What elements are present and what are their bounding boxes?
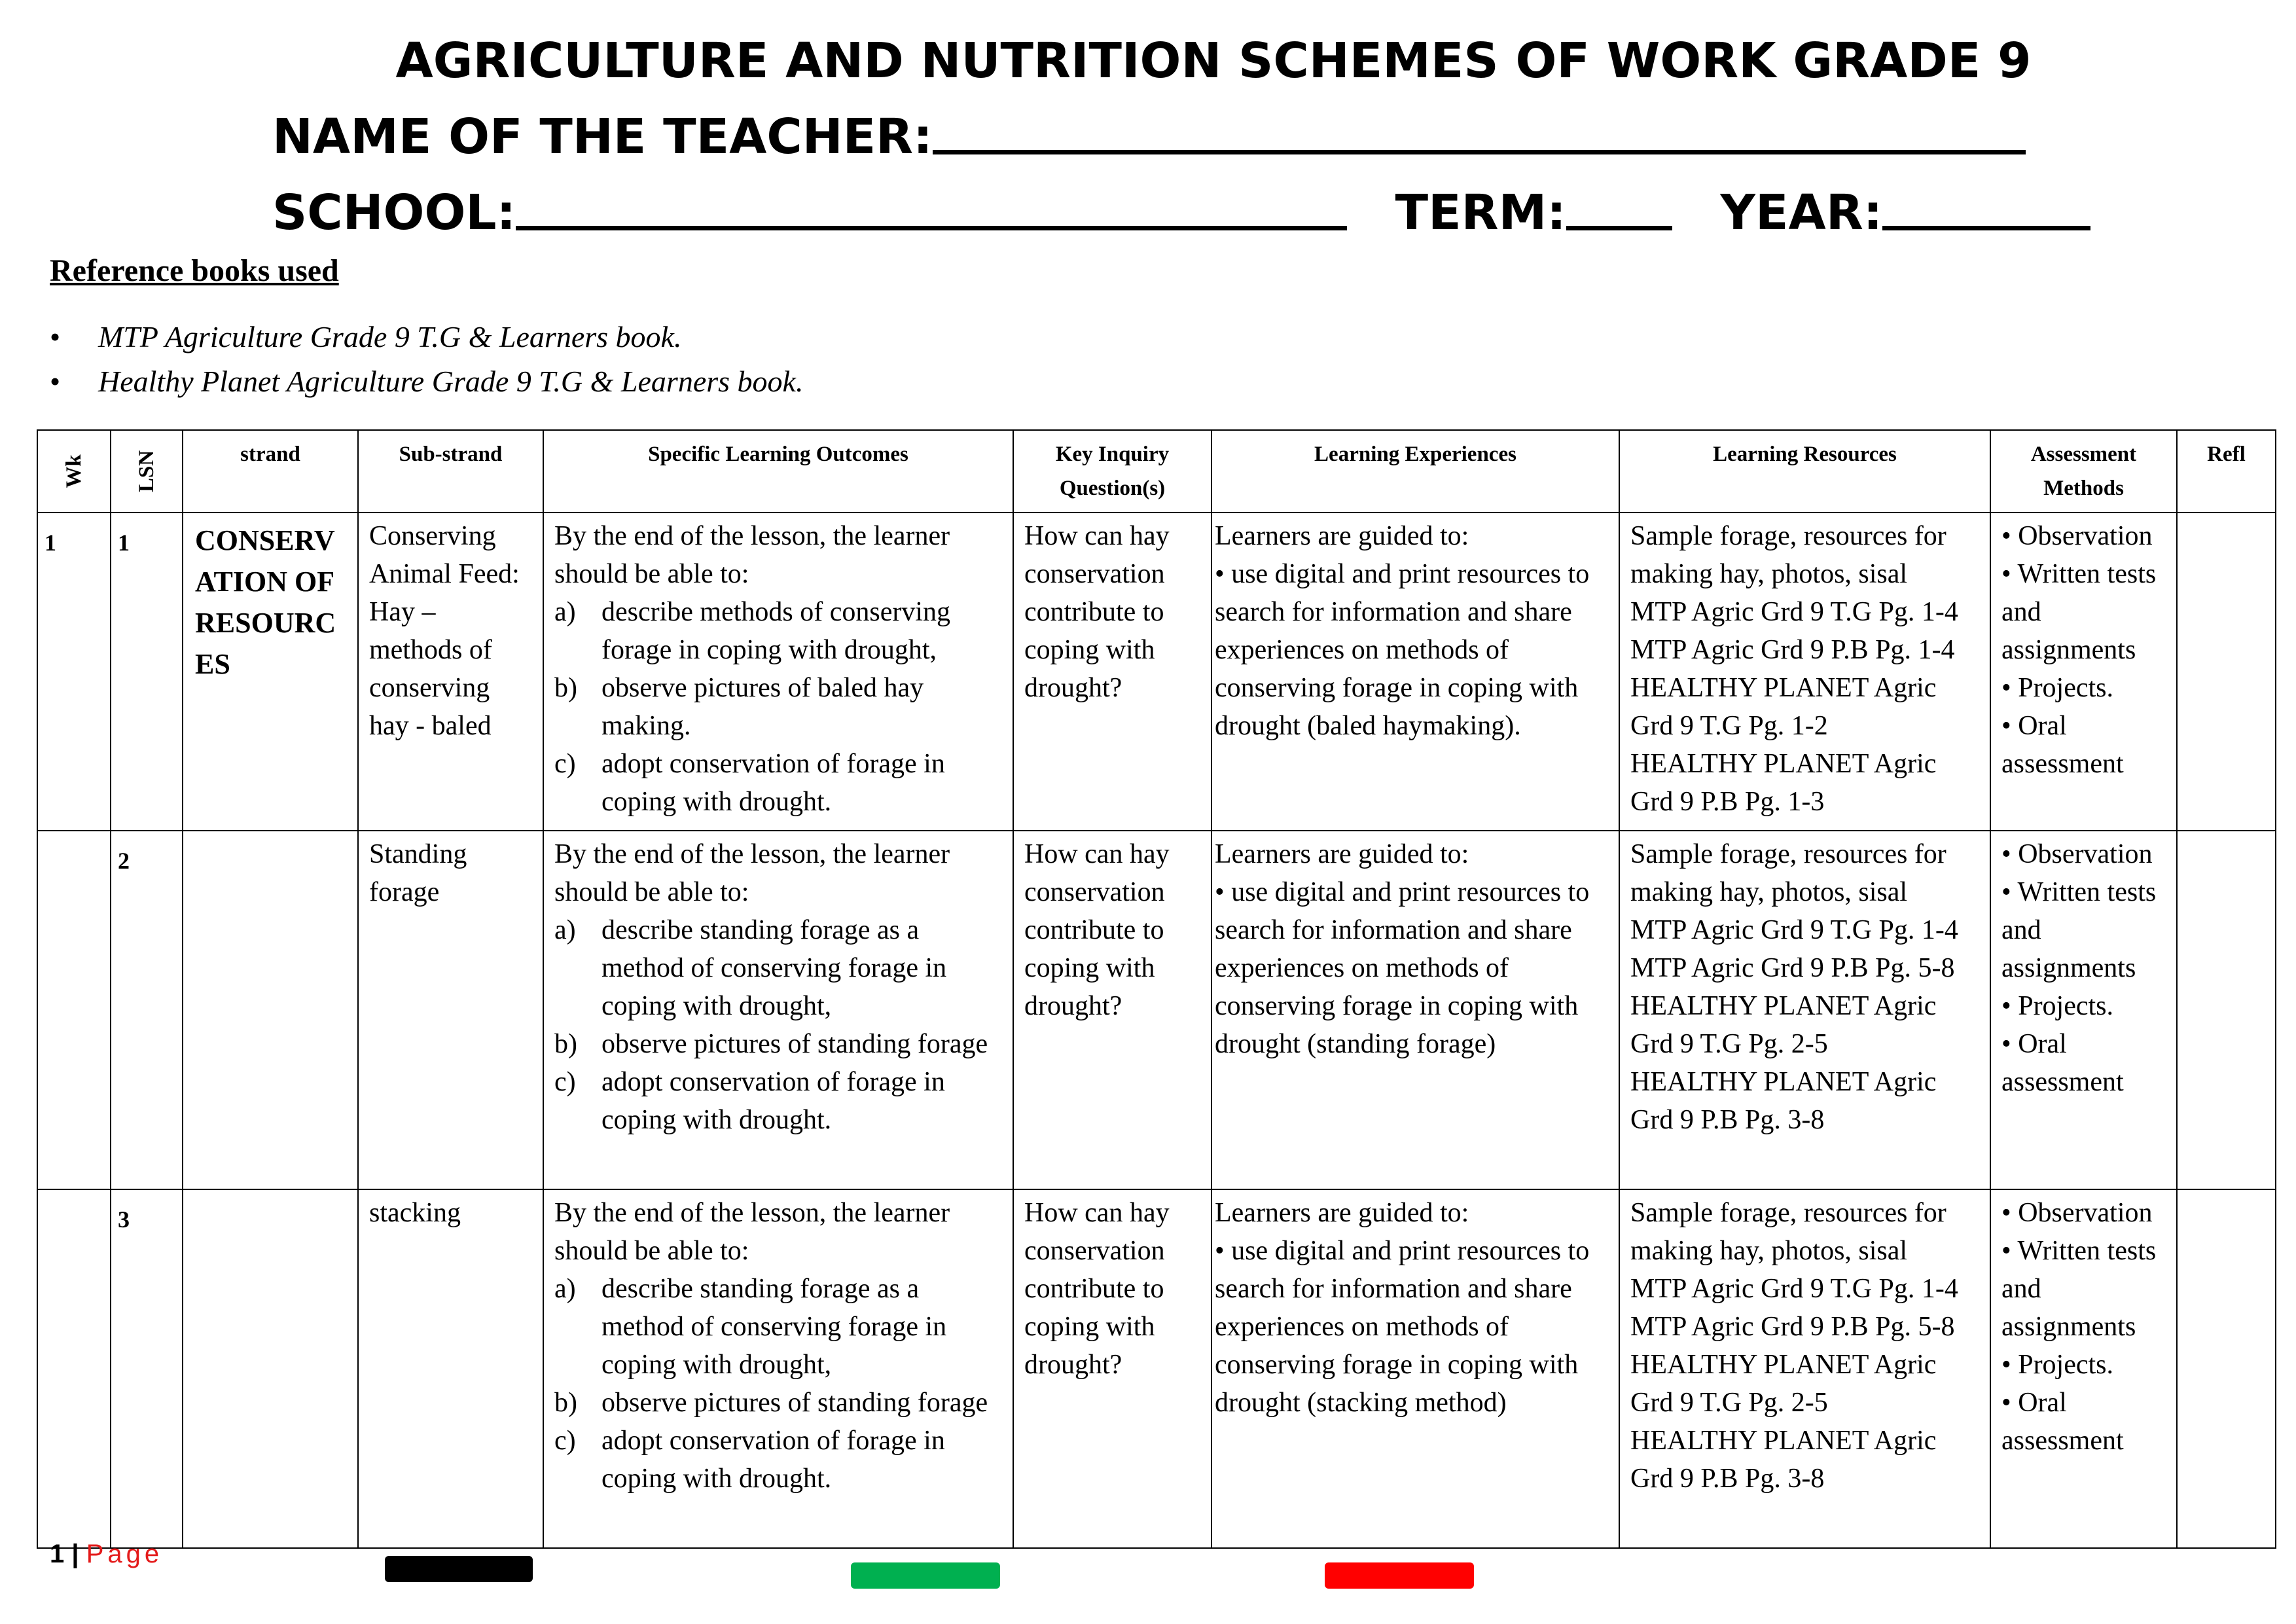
table-row [37, 831, 2276, 1189]
school-term-year-line [272, 185, 2296, 241]
col-header-wk: Wk [37, 430, 111, 513]
cell-strand [183, 1189, 358, 1548]
scheme-table [37, 429, 2276, 1549]
outcome-item: c) adopt conservation of forage in coping with drought. [554, 1426, 945, 1494]
reference-item: • Healthy Planet Agriculture Grade 9 T.G & Learners book. [50, 365, 804, 398]
cell-experiences: Learners are guided to: • use digital and print resources to search for information and share experiences on methods of conserving forage in coping with drought (baled haymaking). [1211, 513, 1619, 831]
page-separator: | [71, 1540, 79, 1568]
term-label: TERM: [1395, 185, 1566, 241]
outcome-item: c) adopt conservation of forage in coping with drought. [554, 1067, 945, 1135]
cell-assessment: • Observation • Written tests and assignments • Projects. • Oral assessment [1990, 1189, 2177, 1548]
cell-lsn: 2 [111, 831, 183, 1189]
school-label: SCHOOL: [272, 185, 516, 241]
cell-outcomes: By the end of the lesson, the learner should be able to: a) describe standing forage as a method of conserving forage in coping with drought, b) observe pictures of standing forage c) adopt conservation of forage in coping with drought. [543, 831, 1013, 1189]
cell-strand [183, 831, 358, 1189]
year-label: YEAR: [1720, 185, 1883, 241]
red-bar [1325, 1562, 1474, 1589]
cell-resources: Sample forage, resources for making hay, photos, sisal MTP Agric Grd 9 T.G Pg. 1-4 MTP Agric Grd 9 P.B Pg. 5-8 HEALTHY PLANET Agric Grd 9 T.G Pg. 2-5 HEALTHY PLANET Agric Grd 9 P.B Pg. 3-8 [1619, 831, 1990, 1189]
col-header-assessment: Assessment Methods [1990, 430, 2177, 513]
outcome-item: b) observe pictures of baled hay making. [554, 673, 924, 741]
cell-wk: 1 [37, 513, 111, 831]
cell-refl [2177, 831, 2276, 1189]
cell-wk [37, 831, 111, 1189]
cell-lsn: 1 [111, 513, 183, 831]
cell-wk [37, 1189, 111, 1548]
cell-assessment: • Observation • Written tests and assignments • Projects. • Oral assessment [1990, 513, 2177, 831]
cell-outcomes: By the end of the lesson, the learner should be able to: a) describe methods of conserving forage in coping with drought, b) observe pictures of baled hay making. c) adopt conservation of forage in coping with drought. [543, 513, 1013, 831]
col-header-experiences: Learning Experiences [1211, 430, 1619, 513]
teacher-name-blank[interactable] [933, 150, 2026, 154]
black-bar [385, 1556, 533, 1582]
col-header-inquiry: Key Inquiry Question(s) [1013, 430, 1211, 513]
outcome-item: b) observe pictures of standing forage [554, 1029, 988, 1059]
cell-inquiry: How can hay conservation contribute to coping with drought? [1013, 831, 1211, 1189]
col-header-outcomes: Specific Learning Outcomes [543, 430, 1013, 513]
outcome-item: a) describe methods of conserving forage in coping with drought, [554, 597, 951, 665]
bullet-icon: • [50, 320, 61, 353]
cell-experiences: Learners are guided to: • use digital and print resources to search for information and share experiences on methods of conserving forage in coping with drought (stacking method) [1211, 1189, 1619, 1548]
teacher-name-line [272, 109, 2296, 165]
year-blank[interactable] [1882, 226, 2090, 230]
cell-substrand: Standing forage [358, 831, 543, 1189]
col-header-substrand: Sub-strand [358, 430, 543, 513]
col-header-resources: Learning Resources [1619, 430, 1990, 513]
cell-substrand: Conserving Animal Feed: Hay – methods of conserving hay - baled [358, 513, 543, 831]
cell-strand: CONSERVATION OF RESOURCES [183, 513, 358, 831]
table-row [37, 1189, 2276, 1548]
page-title: AGRICULTURE AND NUTRITION SCHEMES OF WORK GRADE 9 [395, 33, 2032, 89]
col-header-refl: Refl [2177, 430, 2276, 513]
bullet-icon: • [50, 365, 61, 398]
outcome-item: b) observe pictures of standing forage [554, 1388, 988, 1418]
green-bar [851, 1562, 1000, 1589]
cell-outcomes: By the end of the lesson, the learner should be able to: a) describe standing forage as a method of conserving forage in coping with drought, b) observe pictures of standing forage c) adopt conservation of forage in coping with drought. [543, 1189, 1013, 1548]
cell-experiences: Learners are guided to: • use digital and print resources to search for information and share experiences on methods of conserving forage in coping with drought (standing forage) [1211, 831, 1619, 1189]
teacher-label: NAME OF THE TEACHER: [272, 109, 933, 165]
outcome-item: a) describe standing forage as a method of conserving forage in coping with drought, [554, 1274, 947, 1380]
cell-inquiry: How can hay conservation contribute to coping with drought? [1013, 513, 1211, 831]
cell-substrand: stacking [358, 1189, 543, 1548]
outcome-item: c) adopt conservation of forage in coping with drought. [554, 749, 945, 817]
cell-assessment: • Observation • Written tests and assignments • Projects. • Oral assessment [1990, 831, 2177, 1189]
col-header-strand: strand [183, 430, 358, 513]
cell-resources: Sample forage, resources for making hay, photos, sisal MTP Agric Grd 9 T.G Pg. 1-4 MTP Agric Grd 9 P.B Pg. 1-4 HEALTHY PLANET Agric Grd 9 T.G Pg. 1-2 HEALTHY PLANET Agric Grd 9 P.B Pg. 1-3 [1619, 513, 1990, 831]
school-blank[interactable] [516, 226, 1347, 230]
page-label: Page [86, 1540, 164, 1568]
table-header-row [37, 430, 2276, 513]
reference-heading: Reference books used [50, 253, 339, 288]
page-number: 1 [50, 1540, 65, 1568]
cell-lsn: 3 [111, 1189, 183, 1548]
outcome-item: a) describe standing forage as a method of conserving forage in coping with drought, [554, 915, 947, 1021]
col-header-lsn: LSN [111, 430, 183, 513]
page-footer [50, 1540, 163, 1569]
table-row [37, 513, 2276, 831]
cell-refl [2177, 513, 2276, 831]
cell-refl [2177, 1189, 2276, 1548]
term-blank[interactable] [1566, 226, 1672, 230]
cell-resources: Sample forage, resources for making hay, photos, sisal MTP Agric Grd 9 T.G Pg. 1-4 MTP Agric Grd 9 P.B Pg. 5-8 HEALTHY PLANET Agric Grd 9 T.G Pg. 2-5 HEALTHY PLANET Agric Grd 9 P.B Pg. 3-8 [1619, 1189, 1990, 1548]
cell-inquiry: How can hay conservation contribute to coping with drought? [1013, 1189, 1211, 1548]
reference-item: • MTP Agriculture Grade 9 T.G & Learners book. [50, 320, 682, 353]
